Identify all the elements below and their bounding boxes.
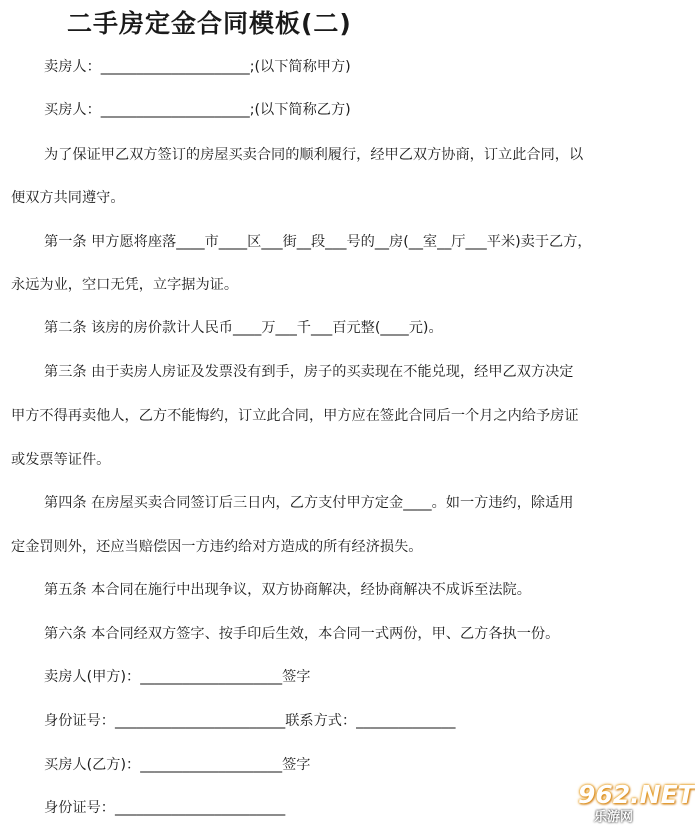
article-6-line: 第六条 本合同经双方签字、按手印后生效，本合同一式两份，甲、乙方各执一份。 bbox=[44, 626, 560, 642]
watermark-brand: 962.NET bbox=[578, 780, 695, 809]
article-5-line: 第五条 本合同在施行中出现争议，双方协商解决，经协商解决不成诉至法院。 bbox=[44, 582, 531, 598]
watermark-sub: 乐游网 bbox=[594, 810, 634, 825]
article-1-line-1: 第一条 甲方愿将座落____市____区___街__段___号的__房(__室__厅___平米)卖于乙方， bbox=[44, 234, 592, 250]
article-2-line: 第二条 该房的房价款计人民币____万___千___百元整(____元)。 bbox=[44, 320, 443, 336]
article-4-line-2: 定金罚则外，还应当赔偿因一方违约给对方造成的所有经济损失。 bbox=[11, 539, 423, 555]
buyer-line: 买房人：_____________________;(以下简称乙方) bbox=[44, 102, 351, 118]
article-3-line-2: 甲方不得再卖他人，乙方不能悔约，订立此合同，甲方应在签此合同后一个月之内给予房证 bbox=[11, 408, 579, 424]
site-watermark-logo bbox=[534, 780, 695, 825]
document-title: 二手房定金合同模板(二) bbox=[67, 9, 352, 38]
article-4-line-1: 第四条 在房屋买卖合同签订后三日内，乙方支付甲方定金____。如一方违约，除适用 bbox=[44, 495, 574, 511]
buyer-signature-line: 买房人(乙方)：____________________签字 bbox=[44, 757, 311, 773]
seller-id-contact-line: 身份证号：________________________联系方式：______________ bbox=[44, 713, 456, 729]
preamble-line-2: 便双方共同遵守。 bbox=[11, 190, 125, 206]
article-3-line-1: 第三条 由于卖房人房证及发票没有到手，房子的买卖现在不能兑现，经甲乙双方决定 bbox=[44, 364, 574, 380]
preamble-line-1: 为了保证甲乙双方签订的房屋买卖合同的顺利履行，经甲乙双方协商，订立此合同，以 bbox=[44, 147, 584, 163]
seller-line: 卖房人：_____________________;(以下简称甲方) bbox=[44, 59, 351, 75]
seller-signature-line: 卖房人(甲方)：____________________签字 bbox=[44, 669, 311, 685]
article-1-line-2: 永远为业，空口无凭，立字据为证。 bbox=[11, 277, 239, 293]
buyer-id-line: 身份证号：________________________ bbox=[44, 800, 286, 816]
article-3-line-3: 或发票等证件。 bbox=[11, 452, 111, 468]
